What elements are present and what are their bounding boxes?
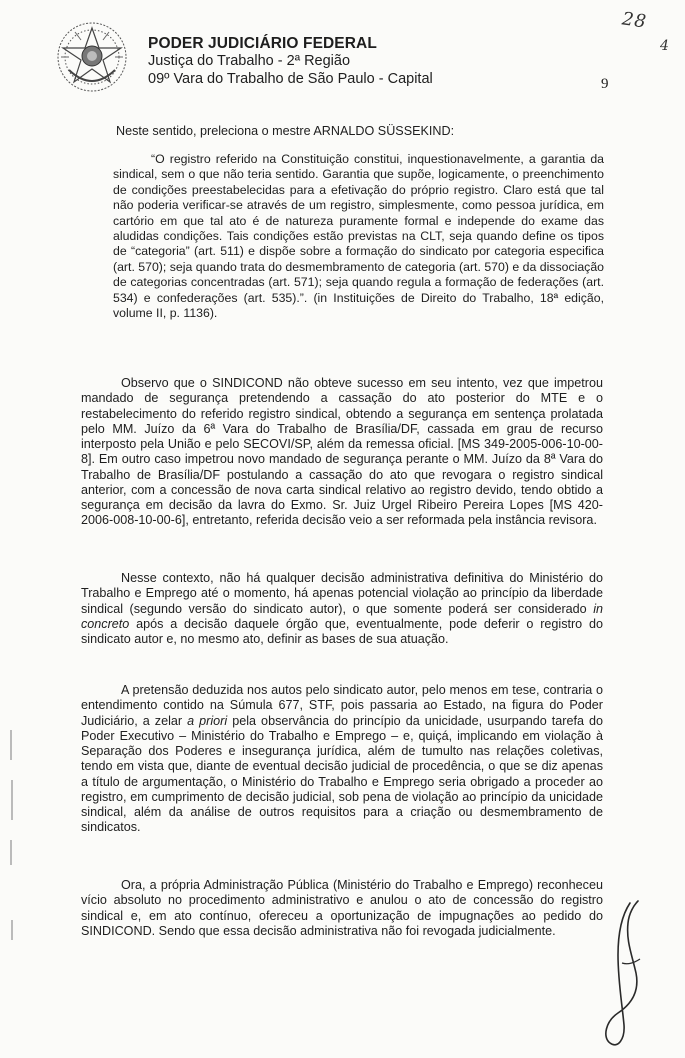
italic-term: a priori — [187, 713, 228, 728]
intro-line: Neste sentido, preleciona o mestre ARNALDO SÜSSEKIND: — [116, 124, 455, 138]
court-vara: 09º Vara do Trabalho de São Paulo - Capital — [148, 70, 433, 87]
italic-term: in concreto — [81, 601, 603, 631]
court-region: Justiça do Trabalho - 2ª Região — [148, 53, 351, 69]
paragraph-sumula-677: A pretensão deduzida nos autos pelo sindicato autor, pelo menos em tese, contraria o entendimento contido na Súmula 677, STF, pois passaria ao Estado, na figura do Poder Judiciário, a zelar a priori pela observância do princípio da unicidade, usurpando tarefa do Poder Executivo – Ministério do Trabalho e Emprego – e, quiçá, implicando em violação à Separação dos Poderes e insegurança jurídica, além de tumulto nas relações coletivas, tendo em vista que, diante de eventual decisão judicial de procedência, o que se diz apenas a título de argumentação, o Ministério do Trabalho e Emprego seria obrigado a proceder ao registro, em cumprimento de decisão judicial, sob pena de violação ao princípio da unicidade sindical, além da análise de outros requisitos para a criação ou desmembramento de sindicatos. — [81, 683, 604, 835]
page-number: 9 — [601, 76, 609, 92]
paragraph-administration: Ora, a própria Administração Pública (Ministério do Trabalho e Emprego) reconheceu vício absoluto no procedimento administrativo e anulou o ato de concessão do registro sindical e, em ato contínuo, ofereceu a oportunização de impugnações ao pedido do SINDICOND. Sendo que essa decisão administrativa não foi revogada judicialmente. — [81, 878, 603, 938]
paragraph-context: Nesse contexto, não há qualquer decisão administrativa definitiva do Ministério do Trabalho e Emprego até o momento, há apenas potencial violação ao princípio da liberdade sindical (segundo versão do sindicato autor), o que somente poderá ser considerado in concreto após a decisão daquele órgão que, eventualmente, pode deferir o registro do sindicato autor e, no mesmo ato, definir as bases de sua atuação. — [81, 571, 603, 646]
court-header — [148, 35, 433, 88]
court-title: PODER JUDICIÁRIO FEDERAL — [148, 35, 377, 52]
scan-margin-marks — [6, 720, 18, 960]
coat-of-arms-seal — [55, 20, 129, 94]
paragraph-sindicond-attempts: Observo que o SINDICOND não obteve sucesso em seu intento, vez que impetrou mandado de segurança pretendendo a cassação do ato posterior do MTE e o restabelecimento do referido registro sindical, obtendo a segurança em sentença prolatada pelo MM. Juízo da 6ª Vara do Trabalho de Brasília/DF, cassada em grau de recurso interposto pela União e pelo SECOVI/SP, além da remessa oficial. [MS 349-2005-006-10-00-8]. Em outro caso impetrou novo mandado de segurança perante o MM. Juízo da 8ª Vara do Trabalho de Brasília/DF postulando a cassação do ato que revogara o registro sindical anterior, com a concessão de nova carta sindical relativo ao registro devido, tendo obtido a segurança em decisão da lavra do Exmo. Sr. Juiz Urgel Ribeiro Pereira Lopes [MS 420-2006-008-10-00-6], entretanto, referida decisão veio a ser reformada pela instância revisora. — [81, 376, 603, 528]
doctrine-quote: “O registro referido na Constituição constitui, inquestionavelmente, a garantia da sindical, sem o que não teria sentido. Garantia que supõe, logicamente, o preenchimento de condições preestabelecidas para a efetivação do próprio registro. Claro está que tal não poderia verificar-se através de um registro, simplesmente, como pessoa jurídica, em cartório em que tal ato é de natureza puramente formal e independe do exame das aludidas condições. Tais condições estão previstas na CLT, seja quando define os tipos de “categoria” (art. 511) e dispõe sobre a formação do sindicato por categoria especifica (art. 570); seja quando trata do desmembramento de categoria (art. 570) e da dissociação de categorias concentradas (art. 571); seja quando regula a formação de federações (art. 534) e confederações (art. 535).”. (in Instituições de Direito do Trabalho, 18ª edição, volume II, p. 1136). — [113, 152, 604, 321]
handwritten-folio-number: 28 — [620, 8, 649, 33]
handwritten-signature — [588, 893, 648, 1053]
handwritten-folio-mark: 4 — [660, 38, 669, 54]
